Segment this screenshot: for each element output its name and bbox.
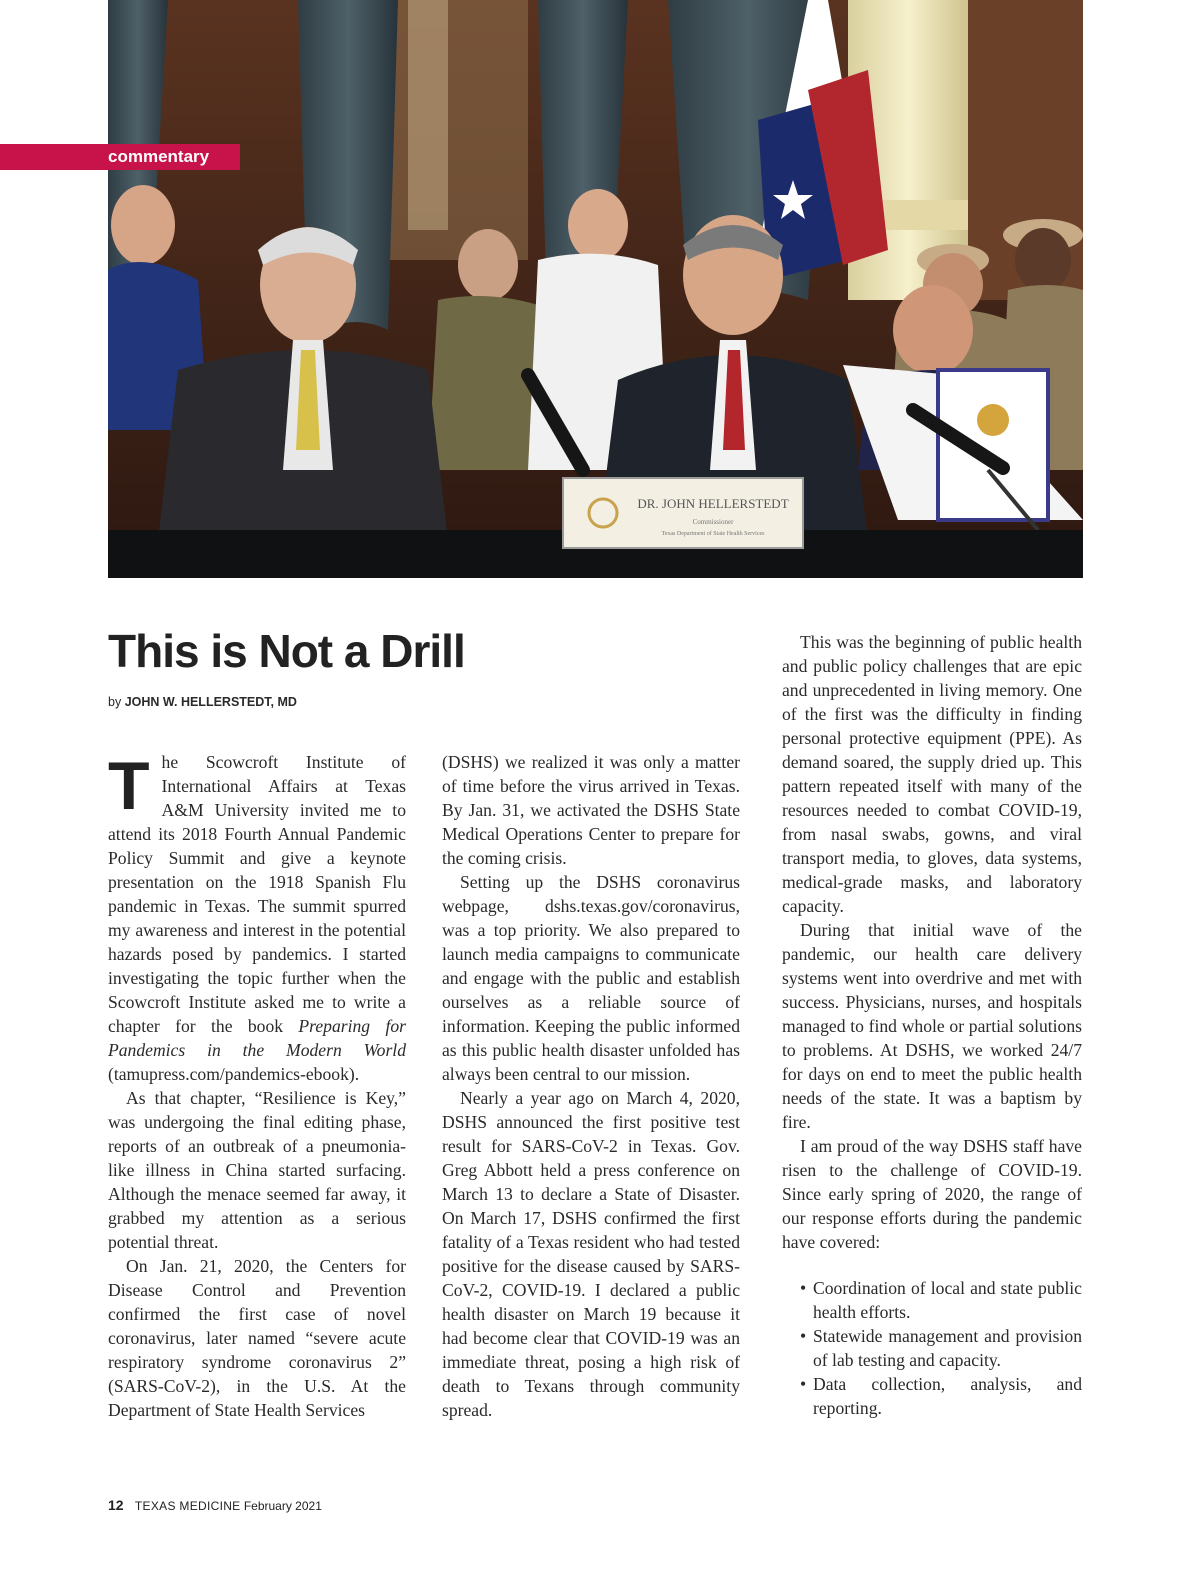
article-title: This is Not a Drill: [108, 625, 465, 677]
byline: [108, 695, 297, 709]
nameplate: [563, 478, 803, 548]
paragraph-1-end: (tamupress.com/pandemics-ebook).: [108, 1064, 360, 1084]
nameplate-name: DR. JOHN HELLERSTEDT: [637, 496, 789, 511]
nameplate-title: Commissioner: [692, 518, 734, 526]
page-footer: [108, 1497, 322, 1513]
issue-date: February 2021: [243, 1499, 322, 1513]
byline-prefix: by: [108, 695, 122, 709]
byline-author: JOHN W. HELLERSTEDT, MD: [124, 695, 297, 709]
list-item: • Statewide management and provision of lab testing and capacity.: [782, 1324, 1082, 1372]
paragraph-1-text: he Scowcroft Institute of International Affairs at Texas A&M University invited me to attend its 2018 Fourth Annual Pandemic Policy Summit and give a keynote presentation on the 1918 Spanish Flu pandemic in Texas. The summit spurred my awareness and interest in the potential hazards posed by pandemics. I started investigating the topic further when the Scowcroft Institute asked me to write a chapter for the book: [108, 752, 406, 1036]
paragraph-7: During that initial wave of the pandemic, our health care delivery systems went into overdrive and met with success. Physicians, nurses, and hospitals managed to find whole or partial solutions to problems. At DSHS, we worked 24/7 for days on end to meet the public health needs of the state. It was a baptism by fire.: [782, 920, 1082, 1132]
paragraph-5: Nearly a year ago on March 4, 2020, DSHS announced the first positive test result for SARS-CoV-2 in Texas. Gov. Greg Abbott held a press conference on March 13 to declare a State of Disaster. On March 17, DSHS confirmed the first fatality of a Texas resident who had tested positive for the disease caused by SARS-CoV-2, COVID-19. I declared a public health disaster on March 19 because it had become clear that COVID-19 was an immediate threat, posing a high risk of death to Texans through community spread.: [442, 1088, 740, 1420]
paragraph-3-continued: (DSHS) we realized it was only a matter of time before the virus arrived in Texas. By Jan. 31, we activated the DSHS State Medical Operations Center to prepare for the coming crisis.: [442, 752, 740, 868]
magazine-name: TEXAS MEDICINE: [134, 1499, 241, 1513]
paragraph-1: [108, 750, 406, 1086]
response-efforts-list: [782, 1276, 1082, 1420]
article-column-3: [782, 630, 1082, 1420]
paragraph-6: This was the beginning of public health and public policy challenges that are epic and unprecedented in living memory. One of the first was the difficulty in finding personal protective equipment (PPE). As demand soared, the supply dried up. This pattern repeated itself with many of the resources needed to combat COVID-19, from nasal swabs, gowns, and viral transport media, to gloves, data systems, medical-grade masks, and laboratory capacity.: [782, 632, 1082, 916]
paragraph-8: I am proud of the way DSHS staff have risen to the challenge of COVID-19. Since early spring of 2020, the range of our response efforts during the pandemic have covered:: [782, 1136, 1082, 1252]
list-item: • Data collection, analysis, and reporting.: [782, 1372, 1082, 1420]
nameplate-agency: Texas Department of State Health Services: [661, 531, 765, 537]
drop-cap: T: [108, 748, 150, 824]
section-tag: commentary: [0, 144, 240, 170]
photo-illustration: [108, 0, 1083, 578]
paragraph-4: Setting up the DSHS coronavirus webpage, dshs.texas.gov/coronavirus, was a top priority. We also prepared to launch media campaigns to communicate and engage with the public and establish ourselves as a reliable source of information. Keeping the public informed as this public health disaster unfolded has always been central to our mission.: [442, 872, 740, 1084]
article-column-2: [442, 750, 740, 1422]
page-number: 12: [108, 1497, 124, 1513]
article-column-1: [108, 750, 406, 1422]
book-title: Preparing for Pandemics in the Modern World: [108, 1016, 406, 1060]
press-conference-photo: [108, 0, 1083, 578]
paragraph-3: On Jan. 21, 2020, the Centers for Disease Control and Prevention confirmed the first case of novel coronavirus, later named “severe acute respiratory syndrome coronavirus 2” (SARS-CoV-2), in the U.S. At the Department of State Health Services: [108, 1256, 406, 1420]
list-item: • Coordination of local and state public health efforts.: [782, 1276, 1082, 1324]
paragraph-2: As that chapter, “Resilience is Key,” was undergoing the final editing phase, reports of an outbreak of a pneumonia-like illness in China started surfacing. Although the menace seemed far away, it grabbed my attention as a serious potential threat.: [108, 1088, 406, 1252]
